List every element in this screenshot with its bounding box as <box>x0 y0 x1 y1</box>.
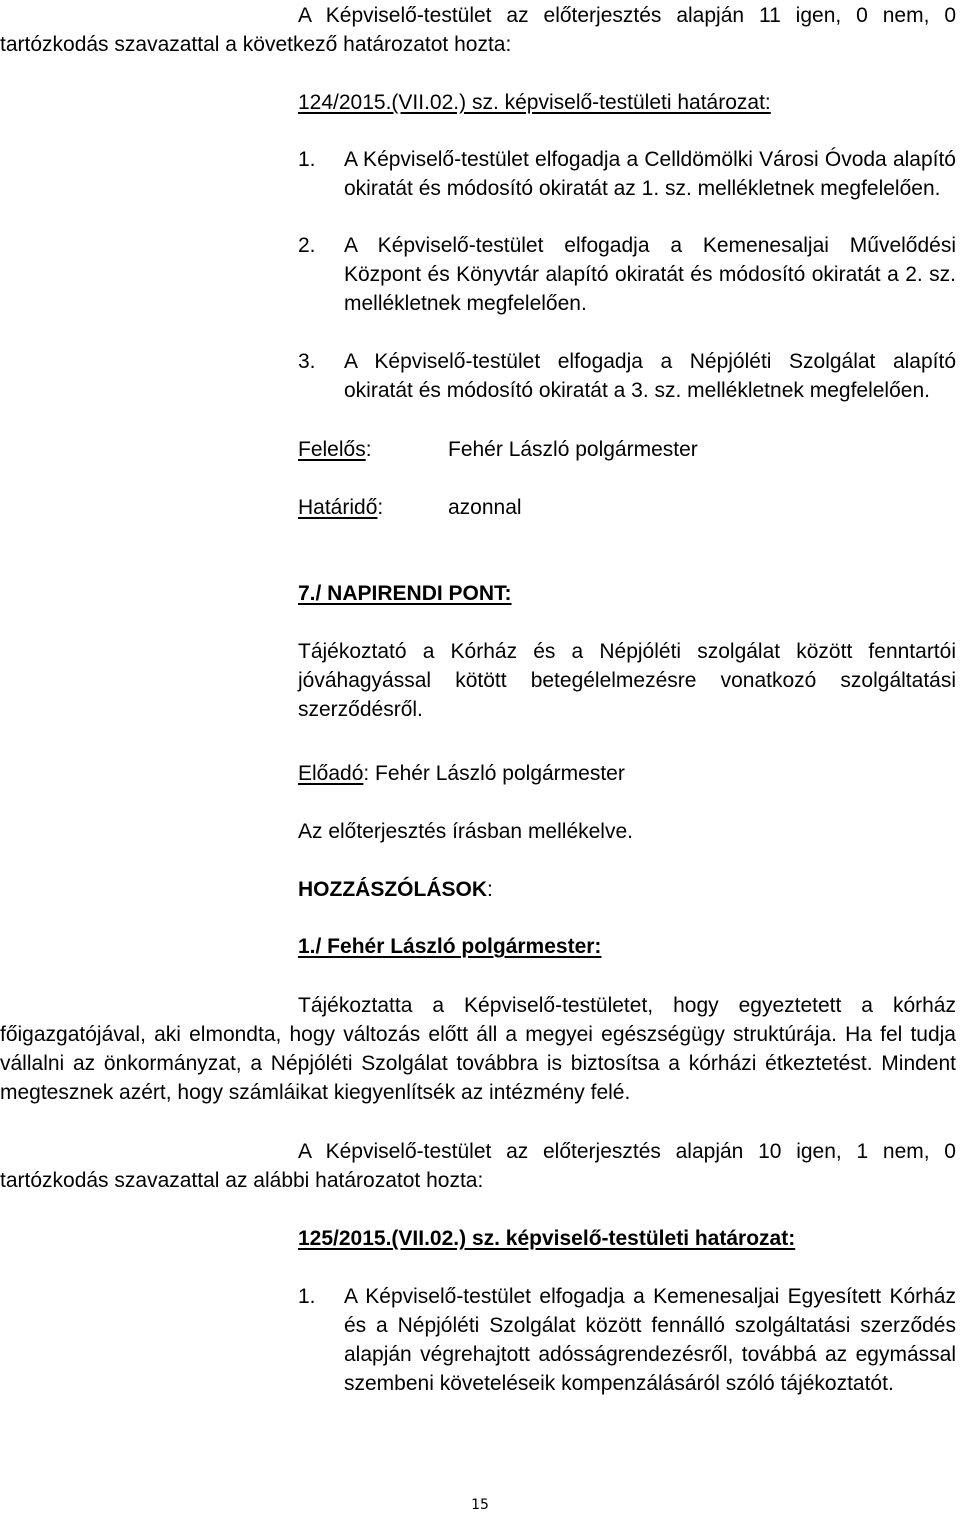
speaker-heading: 1./ Fehér László polgármester: <box>298 935 602 958</box>
resolution-1-title <box>298 88 771 117</box>
resolution-2-title: 125/2015.(VII.02.) sz. képviselő-testületi határozat: <box>298 1227 796 1250</box>
resolution-2-item-1 <box>298 1282 956 1398</box>
speech-paragraph: Tájékoztatta a Képviselő-testületet, hogy egyeztetett a kórház főigazgatójával, aki elmondta, hogy változás előtt áll a megyei egészségügy struktúrája. Ha fel tudja vállalni az önkormányzat, a Népjóléti Szolgálat továbbra is biztosítsa a kórházi étkeztetést. Mindent megtesznek azért, hogy számláikat kiegyenlítsék az intézmény felé. <box>0 994 956 1104</box>
item-text: A Képviselő-testület elfogadja a Celldömölki Városi Óvoda alapító okiratát és módosító okiratát az 1. sz. mellékletnek megfelelően. <box>344 148 956 200</box>
intro-paragraph-1: A Képviselő-testület az előterjesztés alapján 11 igen, 0 nem, 0 tartózkodás szavazattal a következő határozatot hozta: <box>0 4 956 56</box>
comments-title: HOZZÁSZÓLÁSOK: <box>298 878 493 901</box>
responsible-label: Felelős: <box>298 438 372 461</box>
item-text: A Képviselő-testület elfogadja a Kemenesaljai Egyesített Kórház és a Népjóléti Szolgálat között fennálló szolgáltatási szerződés alapján végrehajtott adósságrendezésről, továbbá az egymással szembeni követeléseik kompenzálásáról szóló tájékoztatót. <box>344 1285 956 1395</box>
deadline-label: Határidő: <box>298 496 384 519</box>
deadline-value: azonnal <box>448 496 522 519</box>
item-number: 2. <box>298 234 316 257</box>
attachment-note: Az előterjesztés írásban mellékelve. <box>298 820 633 843</box>
item-number: 1. <box>298 148 316 171</box>
agenda-title: 7./ NAPIRENDI PONT: <box>298 582 512 605</box>
agenda-text: Tájékoztató a Kórház és a Népjóléti szolgálat között fenntartói jóváhagyással kötött betegélelmezésre vonatkozó szolgáltatási szerződésről. <box>298 640 956 721</box>
intro-paragraph-2: A Képviselő-testület az előterjesztés alapján 10 igen, 1 nem, 0 tartózkodás szavazattal az alábbi határozatot hozta: <box>0 1140 956 1192</box>
item-text: A Képviselő-testület elfogadja a Kemenesaljai Művelődési Központ és Könyvtár alapító okiratát és módosító okiratát a 2. sz. mellékletnek megfelelően. <box>344 234 956 315</box>
presenter-label: Előadó <box>298 762 364 785</box>
item-number: 3. <box>298 350 316 373</box>
item-text: A Képviselő-testület elfogadja a Népjóléti Szolgálat alapító okiratát és módosító okiratát a 3. sz. mellékletnek megfelelően. <box>344 350 956 402</box>
resolution-1-title-text: 124/2015.(VII.02.) sz. képviselő-testületi határozat: <box>298 91 771 114</box>
item-number: 1. <box>298 1285 316 1308</box>
resolution-1-item-2 <box>298 231 956 318</box>
responsible-value: Fehér László polgármester <box>448 438 698 461</box>
resolution-1-item-1 <box>298 145 956 203</box>
resolution-1-item-3 <box>298 347 956 405</box>
presenter-line <box>298 759 625 788</box>
page-number: 15 <box>471 1497 489 1513</box>
presenter-value: : Fehér László polgármester <box>363 762 625 785</box>
